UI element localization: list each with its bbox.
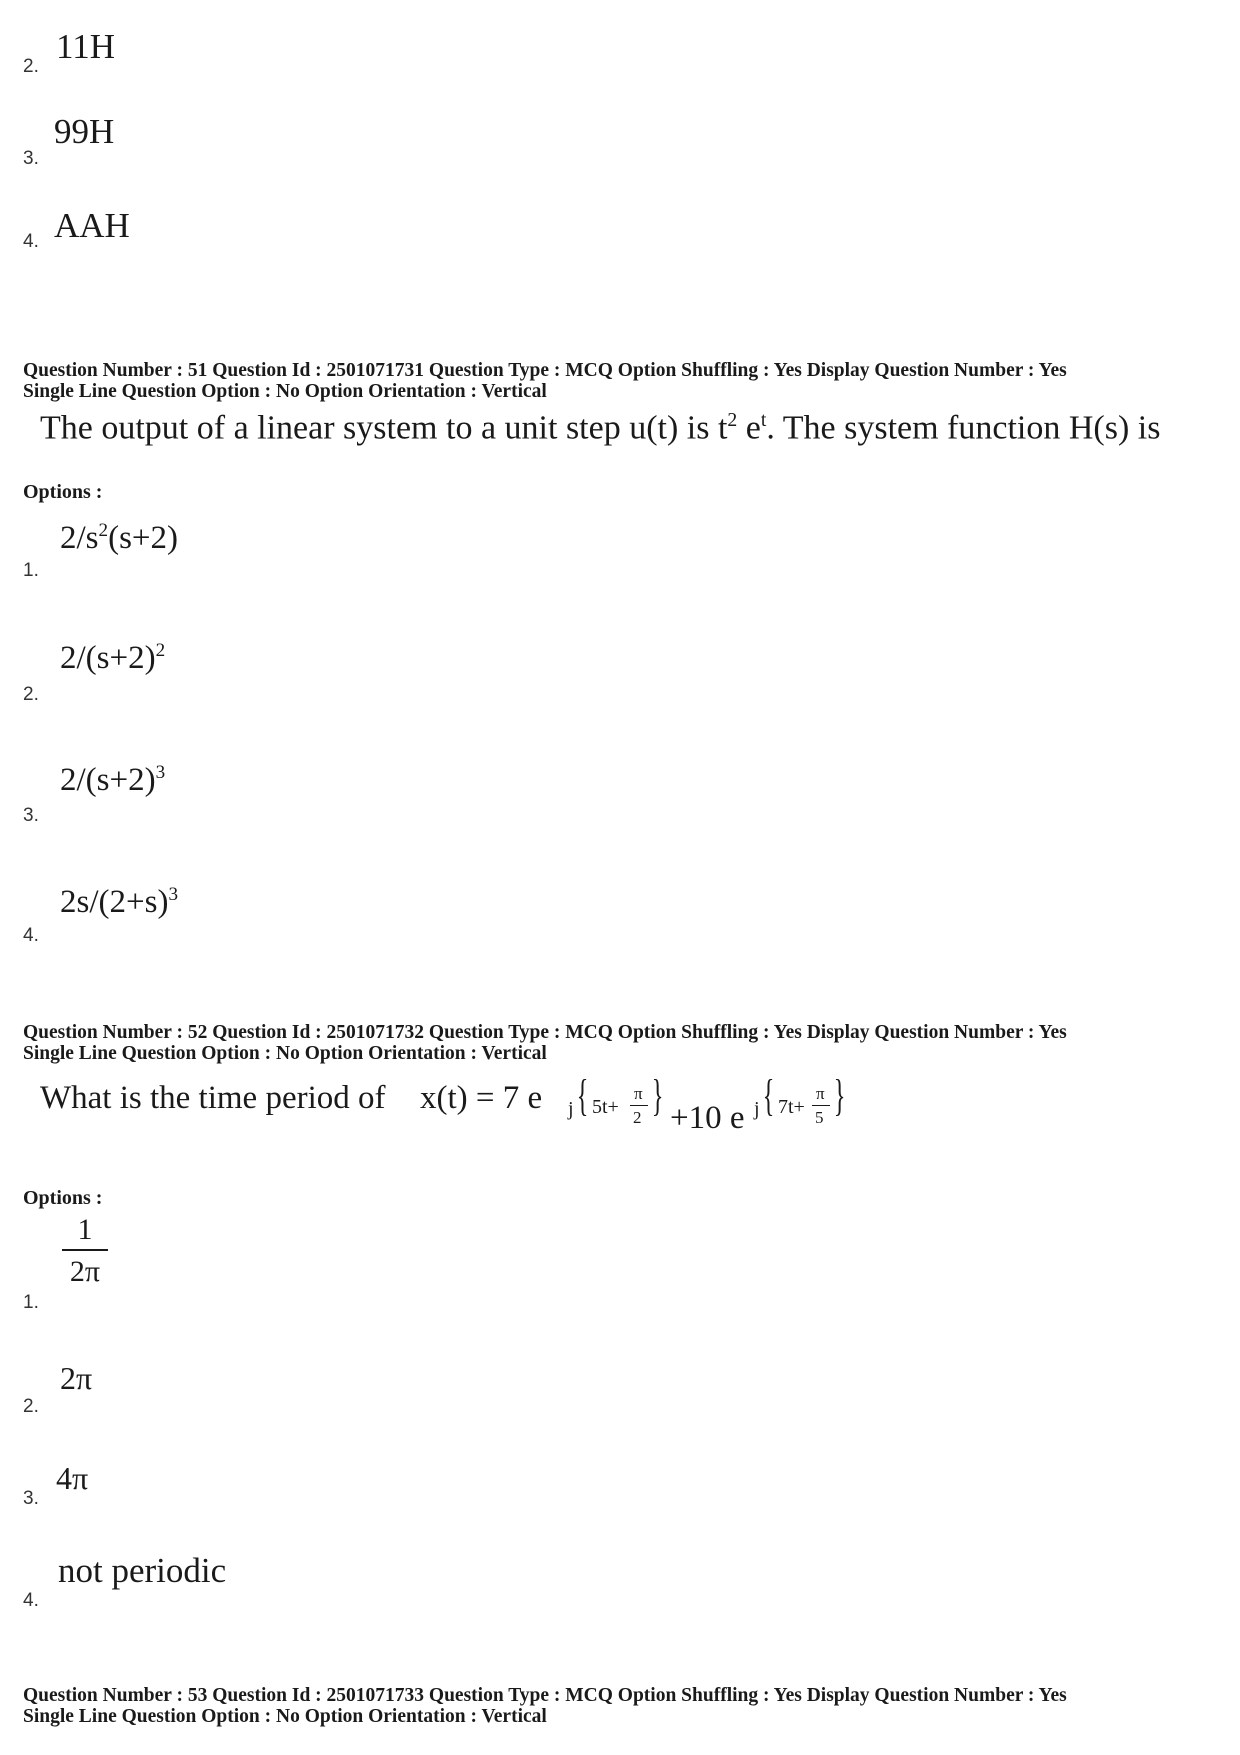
option-number: 2. xyxy=(23,684,39,705)
formula: x(t) = 7 e xyxy=(420,1080,543,1116)
formula-mid: +10 e xyxy=(670,1100,745,1136)
exponent-1: j { 5t+ π 2 } xyxy=(568,1071,664,1127)
question-meta-line2: Single Line Question Option : No Option Orientation : Vertical xyxy=(23,381,547,402)
question-meta-line2: Single Line Question Option : No Option Orientation : Vertical xyxy=(23,1706,547,1727)
option-number: 1. xyxy=(23,1292,39,1313)
option-number: 4. xyxy=(23,925,39,946)
question-text: What is the time period of xyxy=(40,1080,386,1116)
question-text: The output of a linear system to a unit step u(t) is $t^2$ $e^t$. The system function H(s) is xyxy=(40,409,1161,447)
option-text: 99H xyxy=(54,112,115,151)
option-number: 2. xyxy=(23,56,39,77)
option-text: 4π xyxy=(56,1460,89,1496)
options-label: Options : xyxy=(23,1187,103,1209)
option-number: 1. xyxy=(23,560,39,581)
option-number: 4. xyxy=(23,1590,39,1611)
option-text: $2/(s+2)^2$ xyxy=(60,640,166,676)
option-number: 4. xyxy=(23,231,39,252)
fraction: 1 2π xyxy=(62,1213,108,1289)
question-meta-line1: Question Number : 51 Question Id : 2501071731 Question Type : MCQ Option Shuffling : Yes Display Question Number : Yes xyxy=(23,360,1067,381)
option-number: 3. xyxy=(23,148,39,169)
option-number: 3. xyxy=(23,805,39,826)
exponent-2: j { 7t+ π 5 } xyxy=(754,1071,846,1127)
option-number: 2. xyxy=(23,1396,39,1417)
option-text: $2s/(2+s)^3$ xyxy=(60,884,179,920)
option-text: AAH xyxy=(54,206,130,245)
option-text: 11H xyxy=(56,27,115,66)
option-text: $2/s^2(s+2)$ xyxy=(60,520,179,556)
question-meta-line1: Question Number : 53 Question Id : 2501071733 Question Type : MCQ Option Shuffling : Yes Display Question Number : Yes xyxy=(23,1685,1067,1706)
option-text: $2/(s+2)^3$ xyxy=(60,762,166,798)
options-label: Options : xyxy=(23,481,103,503)
question-meta-line2: Single Line Question Option : No Option Orientation : Vertical xyxy=(23,1043,547,1064)
option-text: 2π xyxy=(60,1360,93,1396)
question-meta-line1: Question Number : 52 Question Id : 2501071732 Question Type : MCQ Option Shuffling : Yes Display Question Number : Yes xyxy=(23,1022,1067,1043)
option-number: 3. xyxy=(23,1488,39,1509)
option-text: not periodic xyxy=(58,1551,227,1590)
